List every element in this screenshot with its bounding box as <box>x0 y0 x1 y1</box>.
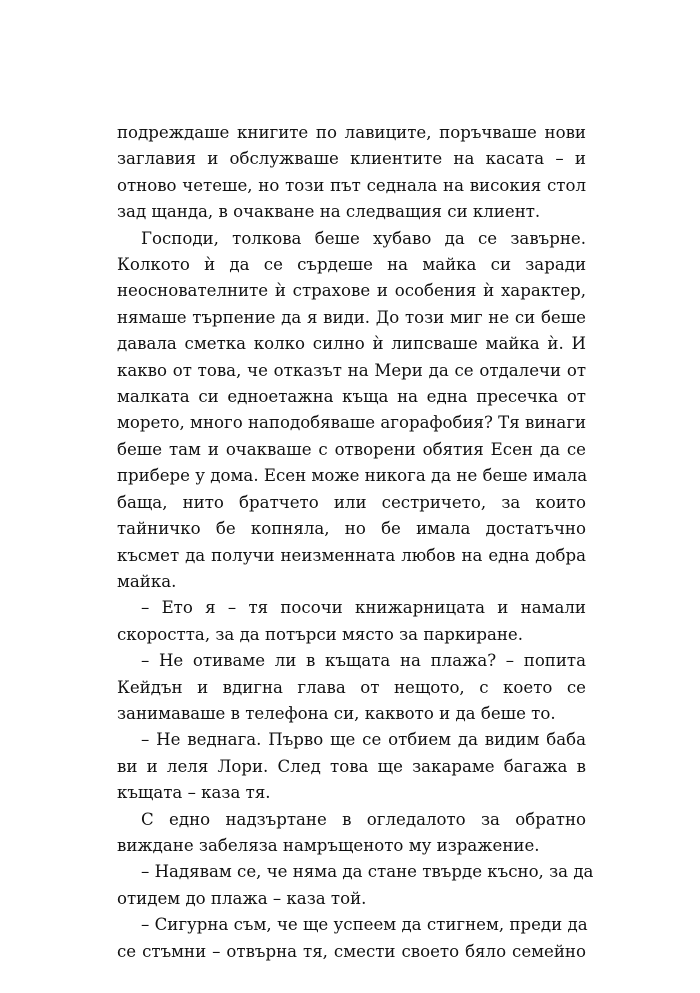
text-line: занимаваше в телефона си, каквото и да беше то. <box>117 703 556 723</box>
text-line: малката си едноетажна къща на една пресечка от <box>117 387 586 407</box>
text-line: късмет да получи неизменната любов на една добра <box>117 545 586 565</box>
text-line: тайничко бе копняла, но бе имала достатъчно <box>117 519 586 539</box>
text-line: баща, нито братчето или сестричето, за които <box>117 492 586 512</box>
text-line: давала сметка колко силно ѝ липсваше майка ѝ. И <box>117 334 586 354</box>
text-line: заглавия и обслужваше клиентите на касата – и <box>117 149 586 169</box>
paragraph <box>117 859 594 912</box>
paragraph <box>117 912 586 965</box>
paragraph <box>117 226 586 596</box>
text-line: какво от това, че отказът на Мери да се отдалечи от <box>117 360 586 380</box>
text-line: къщата – каза тя. <box>117 783 271 803</box>
text-line: се стъмни – отвърна тя, смести своето бяло семейно <box>117 941 586 961</box>
paragraph <box>117 595 586 648</box>
text-line: зад щанда, в очакване на следващия си клиент. <box>117 202 541 222</box>
text-line: майка. <box>117 571 177 591</box>
book-page <box>117 120 594 965</box>
text-line: беше там и очакваше с отворени обятия Есен да се <box>117 439 586 459</box>
text-line: Колкото ѝ да се сърдеше на майка си заради <box>117 255 586 275</box>
paragraph <box>117 120 586 226</box>
paragraph <box>117 648 586 727</box>
text-line: ви и леля Лори. След това ще закараме багажа в <box>117 756 586 776</box>
text-line: отидем до плажа – каза той. <box>117 888 367 908</box>
text-line: Господи, толкова беше хубаво да се завърне. <box>141 228 586 248</box>
text-line: – Надявам се, че няма да стане твърде късно, за да <box>141 862 594 882</box>
text-line: – Ето я – тя посочи книжарницата и намали <box>141 598 586 618</box>
text-line: – Не веднага. Първо ще се отбием да видим баба <box>141 730 586 750</box>
paragraph <box>117 727 586 806</box>
text-line: виждане забеляза намръщеното му изражение. <box>117 835 540 855</box>
paragraph <box>117 807 586 860</box>
text-line: С едно надзъртане в огледалото за обратно <box>141 809 586 829</box>
text-line: Кейдън и вдигна глава от нещото, с което се <box>117 677 586 697</box>
text-line: прибере у дома. Есен може никога да не беше имала <box>117 466 588 486</box>
text-line: подреждаше книгите по лавиците, поръчваше нови <box>117 123 586 142</box>
text-line: нямаше търпение да я види. До този миг не си беше <box>117 307 586 327</box>
text-line: отново четеше, но този път седнала на високия стол <box>117 175 586 195</box>
text-line: скоростта, за да потърси място за паркиране. <box>117 624 524 644</box>
text-line: – Сигурна съм, че ще успеем да стигнем, преди да <box>141 915 588 935</box>
text-line: – Не отиваме ли в къщата на плажа? – попита <box>141 651 586 671</box>
text-line: морето, много наподобяваше агорафобия? Тя винаги <box>117 413 587 433</box>
text-line: неоснователните ѝ страхове и особения ѝ характер, <box>117 281 586 301</box>
